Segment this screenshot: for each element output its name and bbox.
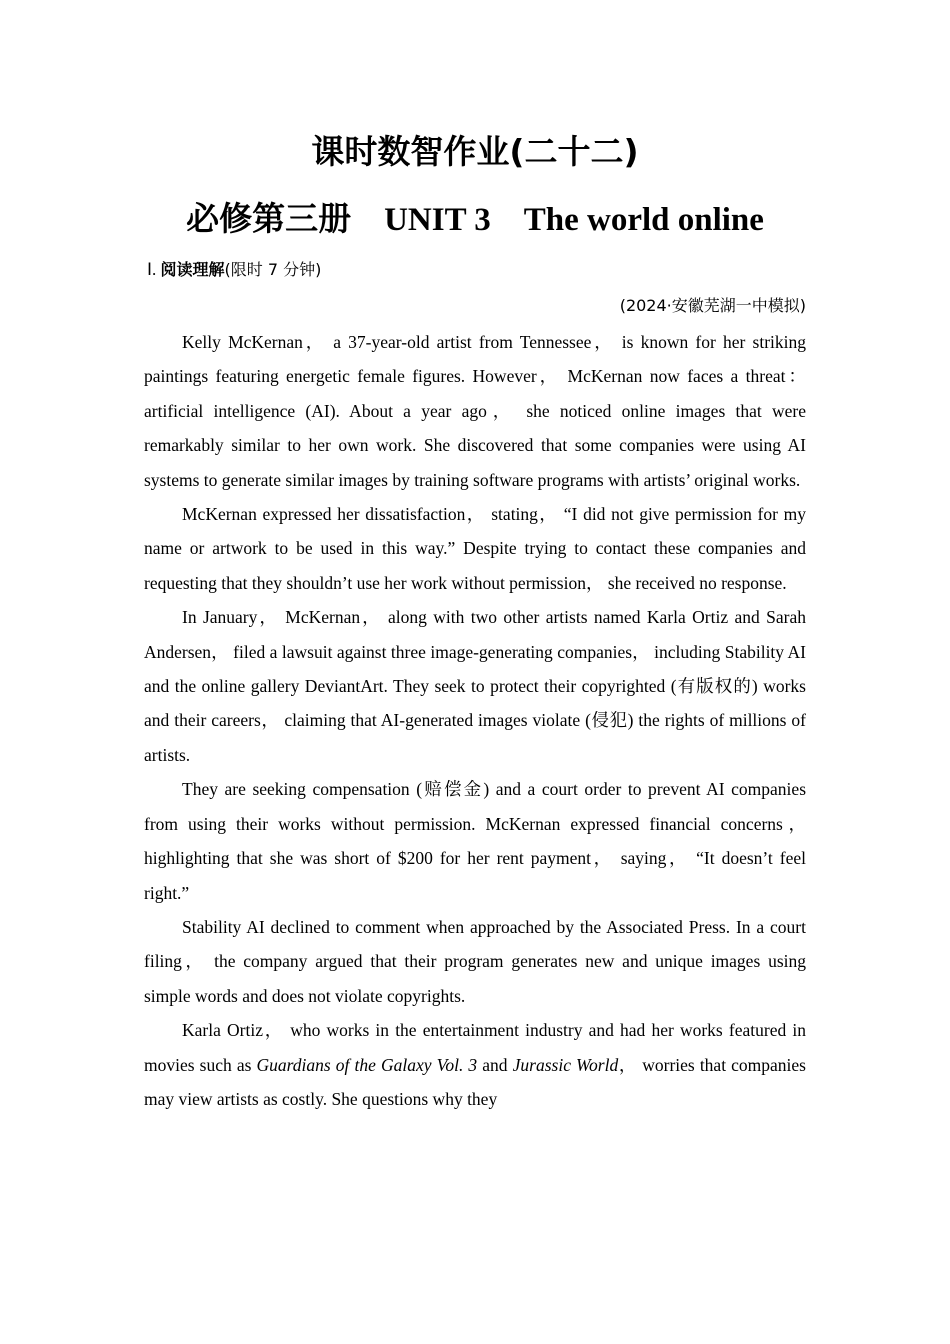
film-title-guardians: Guardians of the Galaxy Vol. 3	[256, 1054, 478, 1075]
paragraph-4: They are seeking compensation (赔偿金) and a court order to prevent AI companies from using their works without permission. McKernan expressed financial concerns， highlighting that she was short of $200 for her rent payment， saying， “It doesn’t feel right.”	[144, 779, 806, 903]
section-time-note: (限时 7 分钟)	[224, 260, 322, 279]
section-heading	[144, 257, 806, 283]
section-label: 阅读理解	[160, 260, 225, 279]
page-subtitle	[144, 196, 806, 243]
section-numeral: Ⅰ.	[147, 260, 157, 279]
paragraph-1: Kelly McKernan， a 37-year-old artist from Tennessee， is known for her striking paintings featuring energetic female figures. However， McKernan now faces a threat： artificial intelligence (AI). About a year ago， she noticed online images that were remarkably similar to her own work. She discovered that some companies were using AI systems to generate similar images by training software programs with artists’ original works.	[144, 332, 806, 490]
paragraph-6: Karla Ortiz， who works in the entertainment industry and had her works featured in movies such as Guardians of the Galaxy Vol. 3 and Jurassic World， worries that companies may view artists as costly. She questions why they	[144, 1020, 806, 1109]
source-note: (2024·安徽芜湖一中模拟)	[619, 296, 806, 315]
paragraph-5: Stability AI declined to comment when approached by the Associated Press. In a court filing， the company argued that their program generates new and unique images using simple words and does not violate copyrights.	[144, 916, 806, 1006]
page-title: 课时数智作业(二十二)	[311, 132, 639, 171]
reading-passage	[144, 325, 806, 1116]
film-title-jurassic: Jurassic World	[512, 1054, 619, 1075]
document-page	[144, 126, 806, 1116]
subtitle-unit: UNIT 3	[384, 202, 491, 238]
paragraph-2: McKernan expressed her dissatisfaction， stating， “I did not give permission for my name or artwork to be used in this way.” Despite trying to contact these companies and requesting that they shouldn’t use her work without permission， she received no response.	[144, 504, 806, 593]
subtitle-topic: The world online	[523, 202, 764, 238]
subtitle-book: 必修第三册	[186, 199, 352, 238]
paragraph-3: In January， McKernan， along with two other artists named Karla Ortiz and Sarah Andersen， filed a lawsuit against three image-generating companies， including Stability AI and the online gallery DeviantArt. They seek to protect their copyrighted (有版权的) works and their careers， claiming that AI-generated images violate (侵犯) the rights of millions of artists.	[144, 607, 806, 765]
